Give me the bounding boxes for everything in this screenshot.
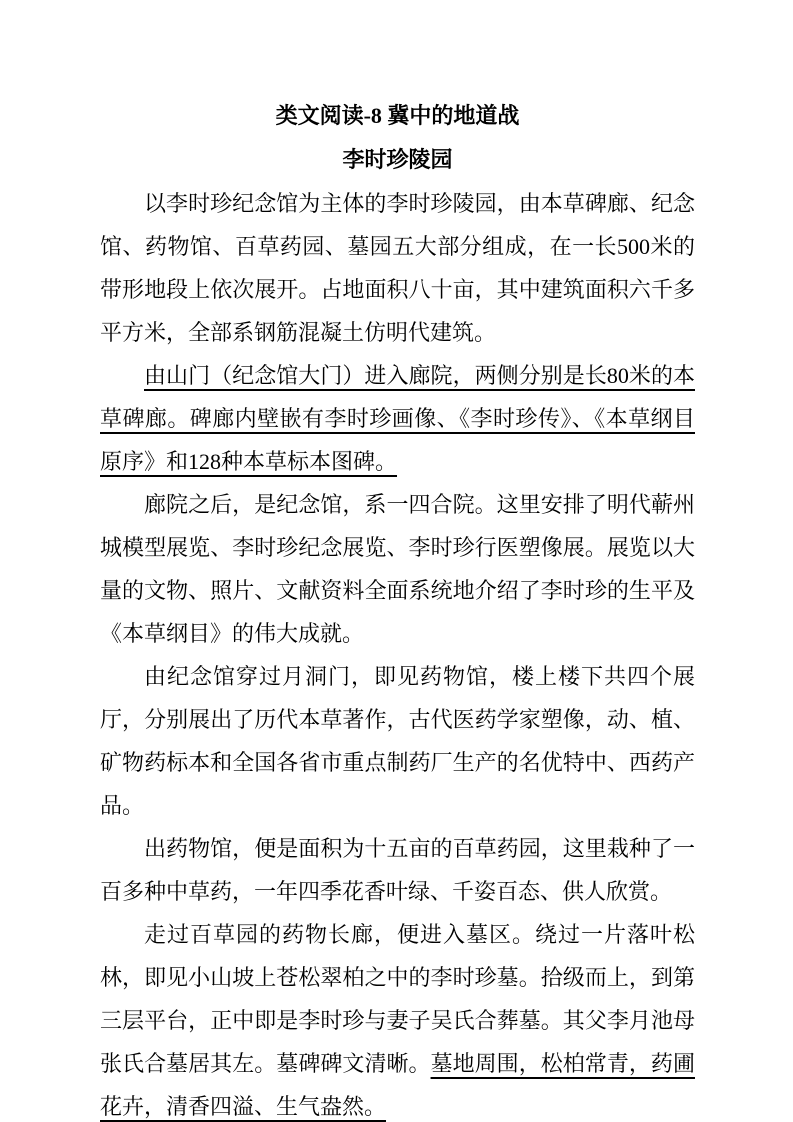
- paragraph: [100, 655, 695, 827]
- document-subtitle: 李时珍陵园: [342, 147, 453, 172]
- document-title: 类文阅读-8 冀中的地道战: [275, 103, 520, 128]
- text-run: 以李时珍纪念馆为主体的李时珍陵园，由本草碑廊、纪念馆、药物馆、百草药园、墓园五大部分组成，在一长500米的带形地段上依次展开。占地面积八十亩，其中建筑面积六千多平方米，全部系钢筋混凝土仿明代建筑。: [100, 191, 695, 345]
- paragraph: [100, 913, 695, 1122]
- text-run: 由纪念馆穿过月洞门，即见药物馆，楼上楼下共四个展厅，分别展出了历代本草著作，古代医药学家塑像，动、植、矿物药标本和全国各省市重点制药厂生产的名优特中、西药产品。: [100, 664, 695, 818]
- paragraph: [100, 182, 695, 354]
- paragraph: [100, 354, 695, 483]
- document-body: [100, 182, 695, 1122]
- underlined-text-run: 由山门（纪念馆大门）进入廊院，两侧分别是长80米的本草碑廊。碑廊内壁嵌有李时珍画像、《李时珍传》、《本草纲目原序》和128种本草标本图碑。: [100, 363, 695, 474]
- text-run: 走过百草园的药物长廊，便进入墓区。绕过一片落叶松林，即见小山坡上苍松翠柏之中的李时珍墓。拾级而上，到第三层平台，正中即是李时珍与妻子吴氏合葬墓。其父李月池母张氏合墓居其左。墓碑碑文清晰。: [100, 922, 695, 1076]
- paragraph: [100, 483, 695, 655]
- text-run: 廊院之后，是纪念馆，系一四合院。这里安排了明代蕲州城模型展览、李时珍纪念展览、李时珍行医塑像展。展览以大量的文物、照片、文献资料全面系统地介绍了李时珍的生平及《本草纲目》的伟大成就。: [100, 492, 695, 646]
- underlined-text-run: 墓地周围，松柏常青，药圃花卉，清香四溢、生气盎然。: [100, 1051, 695, 1119]
- text-run: 出药物馆，便是面积为十五亩的百草药园，这里栽种了一百多种中草药，一年四季花香叶绿、千姿百态、供人欣赏。: [100, 836, 695, 904]
- paragraph: [100, 827, 695, 913]
